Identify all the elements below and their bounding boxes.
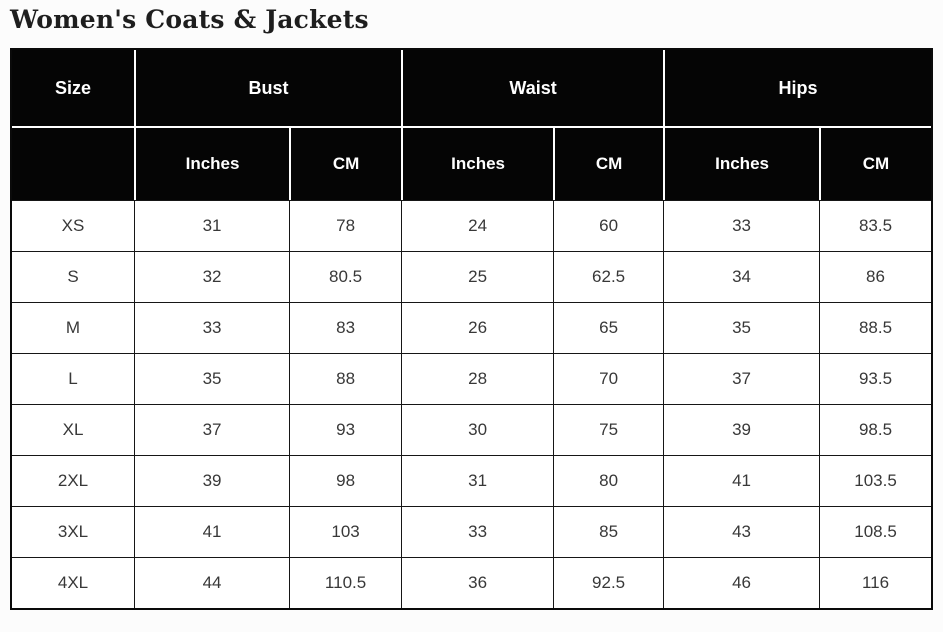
value-cell: 65 (553, 302, 663, 353)
subheader-bust-inches: Inches (134, 128, 289, 200)
value-cell: 93.5 (819, 353, 931, 404)
size-cell: 4XL (12, 557, 134, 608)
size-cell: 2XL (12, 455, 134, 506)
subheader-hips-cm: CM (819, 128, 931, 200)
size-cell: S (12, 251, 134, 302)
value-cell: 75 (553, 404, 663, 455)
value-cell: 33 (401, 506, 553, 557)
value-cell: 39 (134, 455, 289, 506)
value-cell: 98.5 (819, 404, 931, 455)
value-cell: 32 (134, 251, 289, 302)
value-cell: 78 (289, 200, 401, 251)
value-cell: 110.5 (289, 557, 401, 608)
value-cell: 35 (134, 353, 289, 404)
header-hips: Hips (663, 50, 931, 128)
value-cell: 92.5 (553, 557, 663, 608)
size-cell: XS (12, 200, 134, 251)
value-cell: 93 (289, 404, 401, 455)
size-cell: 3XL (12, 506, 134, 557)
size-cell: XL (12, 404, 134, 455)
value-cell: 44 (134, 557, 289, 608)
value-cell: 28 (401, 353, 553, 404)
table-row (12, 353, 931, 404)
table-row (12, 200, 931, 251)
table-row (12, 404, 931, 455)
value-cell: 34 (663, 251, 819, 302)
table-body (12, 200, 931, 608)
table-header (12, 50, 931, 200)
value-cell: 103.5 (819, 455, 931, 506)
value-cell: 108.5 (819, 506, 931, 557)
value-cell: 26 (401, 302, 553, 353)
size-chart-table (10, 48, 933, 610)
value-cell: 37 (663, 353, 819, 404)
table-row (12, 506, 931, 557)
size-cell: M (12, 302, 134, 353)
subheader-waist-inches: Inches (401, 128, 553, 200)
value-cell: 33 (663, 200, 819, 251)
value-cell: 60 (553, 200, 663, 251)
value-cell: 80.5 (289, 251, 401, 302)
page-title: Women's Coats & Jackets (10, 5, 369, 34)
subheader-waist-cm: CM (553, 128, 663, 200)
value-cell: 62.5 (553, 251, 663, 302)
value-cell: 31 (401, 455, 553, 506)
value-cell: 83.5 (819, 200, 931, 251)
value-cell: 86 (819, 251, 931, 302)
value-cell: 36 (401, 557, 553, 608)
value-cell: 37 (134, 404, 289, 455)
value-cell: 25 (401, 251, 553, 302)
subheader-bust-cm: CM (289, 128, 401, 200)
size-cell: L (12, 353, 134, 404)
value-cell: 31 (134, 200, 289, 251)
value-cell: 41 (134, 506, 289, 557)
value-cell: 116 (819, 557, 931, 608)
header-waist: Waist (401, 50, 663, 128)
value-cell: 39 (663, 404, 819, 455)
value-cell: 88 (289, 353, 401, 404)
value-cell: 85 (553, 506, 663, 557)
value-cell: 24 (401, 200, 553, 251)
value-cell: 80 (553, 455, 663, 506)
table-row (12, 302, 931, 353)
value-cell: 41 (663, 455, 819, 506)
subheader-hips-inches: Inches (663, 128, 819, 200)
header-bust: Bust (134, 50, 401, 128)
value-cell: 33 (134, 302, 289, 353)
table-row (12, 251, 931, 302)
value-cell: 70 (553, 353, 663, 404)
value-cell: 83 (289, 302, 401, 353)
header-size: Size (12, 50, 134, 128)
subheader-empty (12, 128, 134, 200)
table-row (12, 557, 931, 608)
value-cell: 88.5 (819, 302, 931, 353)
sub-header-row (12, 128, 931, 200)
group-header-row (12, 50, 931, 128)
value-cell: 46 (663, 557, 819, 608)
value-cell: 30 (401, 404, 553, 455)
value-cell: 35 (663, 302, 819, 353)
value-cell: 43 (663, 506, 819, 557)
value-cell: 103 (289, 506, 401, 557)
table-row (12, 455, 931, 506)
value-cell: 98 (289, 455, 401, 506)
